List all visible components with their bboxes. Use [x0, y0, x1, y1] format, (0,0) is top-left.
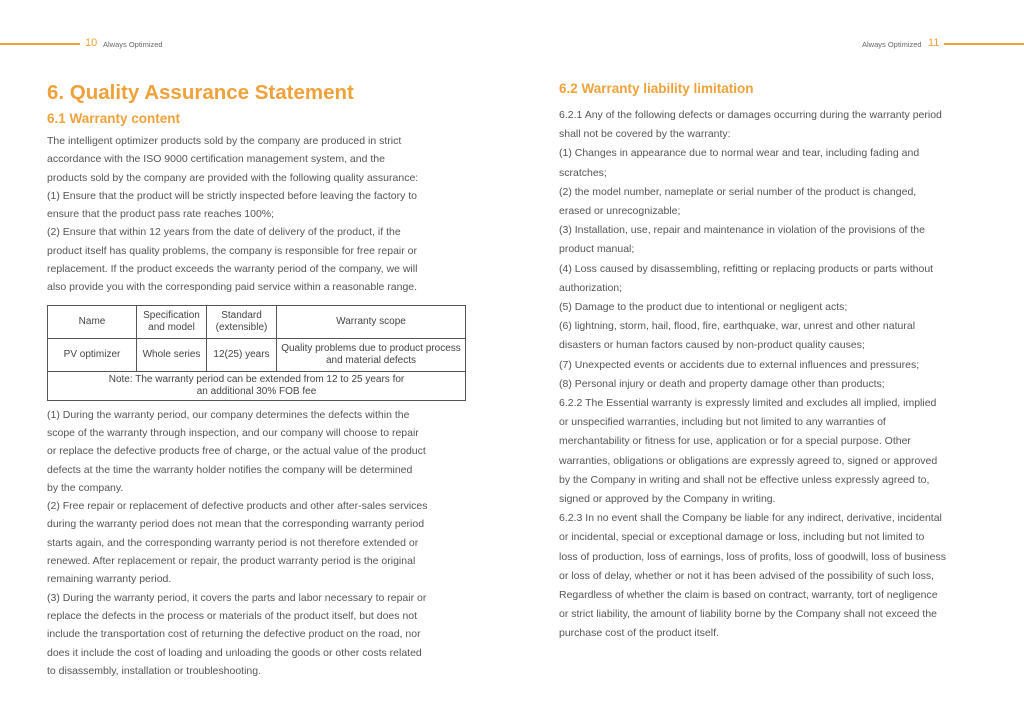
left-page [47, 80, 467, 680]
table-row [48, 338, 466, 371]
text-line: (3) Installation, use, repair and maintenance in violation of the provisions of the [559, 224, 925, 237]
text-line: merchantability or fitness for use, application or for a special purpose. Other [559, 435, 911, 448]
page-title: 6. Quality Assurance Statement [47, 81, 354, 104]
text-line: accordance with the ISO 9000 certification management system, and the [47, 153, 385, 166]
text-line: or strict liability, the amount of liability borne by the Company shall not exceed the [559, 608, 937, 621]
text-line: 6.2.3 In no event shall the Company be liable for any indirect, derivative, incidental [559, 512, 942, 525]
text-line: The intelligent optimizer products sold by the company are produced in strict [47, 135, 402, 147]
text-line: 6.2.1 Any of the following defects or damages occurring during the warranty period [559, 109, 942, 121]
header-rule-left [0, 43, 80, 45]
right-running-title: Always Optimized [862, 40, 922, 49]
text-line: starts again, and the corresponding warranty period is not therefore extended or [47, 536, 419, 549]
header-rule-right [944, 43, 1024, 45]
text-line: during the warranty period does not mean that the corresponding warranty period [47, 518, 425, 531]
table-header-cell: Name [48, 305, 137, 338]
text-line: renewed. After replacement or repair, the product warranty period is the original [47, 555, 416, 568]
text-line: (8) Personal injury or death and property damage other than products; [559, 377, 885, 390]
text-line: or replace the defective products free of charge, or the actual value of the product [47, 445, 426, 458]
text-line: erased or unrecognizable; [559, 205, 681, 218]
text-line: signed or approved by the Company in writing. [559, 493, 776, 506]
text-line: (2) the model number, nameplate or serial number of the product is changed, [559, 185, 917, 198]
table-cell: PV optimizer [48, 338, 137, 371]
intro-text [47, 132, 467, 297]
text-line: purchase cost of the product itself. [559, 627, 719, 640]
text-line: disasters or human factors caused by non-product quality causes; [559, 339, 865, 352]
text-line: scope of the warranty through inspection, and our company will choose to repair [47, 426, 419, 439]
text-line: authorization; [559, 281, 623, 294]
text-line: loss of production, loss of earnings, loss of profits, loss of goodwill, loss of business [559, 550, 946, 563]
table-note-row [48, 371, 466, 400]
text-line: by the Company in writing and shall not be effective unless expressly agreed to, [559, 473, 930, 486]
text-line: by the company. [47, 481, 124, 494]
text-line: (4) Loss caused by disassembling, refitting or replacing products or parts without [559, 262, 934, 275]
text-line: include the transportation cost of returning the defective product on the road, nor [47, 628, 421, 641]
warranty-terms-text [47, 406, 467, 680]
text-line: does it include the cost of loading and unloading the goods or other costs related [47, 646, 422, 659]
table-cell: Quality problems due to product process and material defects [277, 338, 466, 371]
left-running-title: Always Optimized [103, 40, 163, 49]
text-line: also provide you with the corresponding paid service within a reasonable range. [47, 281, 418, 294]
text-line: (2) Free repair or replacement of defective products and other after-sales services [47, 500, 428, 513]
table-cell: 12(25) years [207, 338, 277, 371]
table-header-row [48, 305, 466, 338]
table-header-cell: Specification and model [137, 305, 207, 338]
right-page [559, 80, 984, 644]
text-line: 6.2.2 The Essential warranty is expressly limited and excludes all implied, implied [559, 397, 937, 410]
warranty-table [47, 305, 466, 401]
table-header-cell: Standard (extensible) [207, 305, 277, 338]
text-line: (2) Ensure that within 12 years from the date of delivery of the product, if the [47, 226, 401, 239]
text-line: (6) lightning, storm, hail, flood, fire, earthquake, war, unrest and other natural [559, 320, 916, 333]
text-line: (3) During the warranty period, it covers the parts and labor necessary to repair or [47, 591, 427, 604]
text-line: scratches; [559, 166, 607, 179]
text-line: or incidental, special or exceptional damage or loss, including but not limited to [559, 531, 925, 544]
text-line: (1) Ensure that the product will be strictly inspected before leaving the factory to [47, 189, 418, 202]
text-line: product itself has quality problems, the company is responsible for free repair or [47, 244, 418, 257]
text-line: (1) During the warranty period, our company determines the defects within the [47, 408, 410, 421]
text-line: remaining warranty period. [47, 573, 172, 586]
text-line: Regardless of whether the claim is based on contract, warranty, tort of negligence [559, 589, 938, 602]
text-line: shall not be covered by the warranty: [559, 128, 731, 141]
text-line: product manual; [559, 243, 635, 256]
text-line: defects at the time the warranty holder notifies the company will be determined [47, 463, 413, 476]
text-line: products sold by the company are provided with the following quality assurance: [47, 171, 419, 184]
left-page-number: 10 [85, 37, 98, 49]
table-cell: Whole series [137, 338, 207, 371]
text-line: (1) Changes in appearance due to normal wear and tear, including fading and [559, 147, 920, 160]
text-line: warranties, obligations or obligations are expressly agreed to, signed or approved [559, 454, 938, 467]
section-heading-6-2: 6.2 Warranty liability limitation [559, 81, 754, 96]
limitation-text [559, 106, 984, 644]
text-line: (7) Unexpected events or accidents due to external influences and pressures; [559, 358, 920, 371]
text-line: to disassembly, installation or troubleshooting. [47, 664, 262, 677]
text-line: ensure that the product pass rate reaches 100%; [47, 208, 275, 221]
right-page-number: 11 [928, 37, 940, 49]
table-note: Note: The warranty period can be extended from 12 to 25 years for an additional 30% FOB fee [48, 371, 466, 400]
text-line: (5) Damage to the product due to intentional or negligent acts; [559, 301, 848, 314]
text-line: replace the defects in the process or materials of the product itself, but does not [47, 609, 418, 622]
text-line: replacement. If the product exceeds the warranty period of the company, we will [47, 263, 418, 276]
section-heading-6-1: 6.1 Warranty content [47, 111, 181, 126]
table-header-cell: Warranty scope [277, 305, 466, 338]
text-line: or unspecified warranties, including but not limited to any warranties of [559, 416, 886, 429]
text-line: or loss of delay, whether or not it has been advised of the possibility of such loss, [559, 569, 935, 582]
